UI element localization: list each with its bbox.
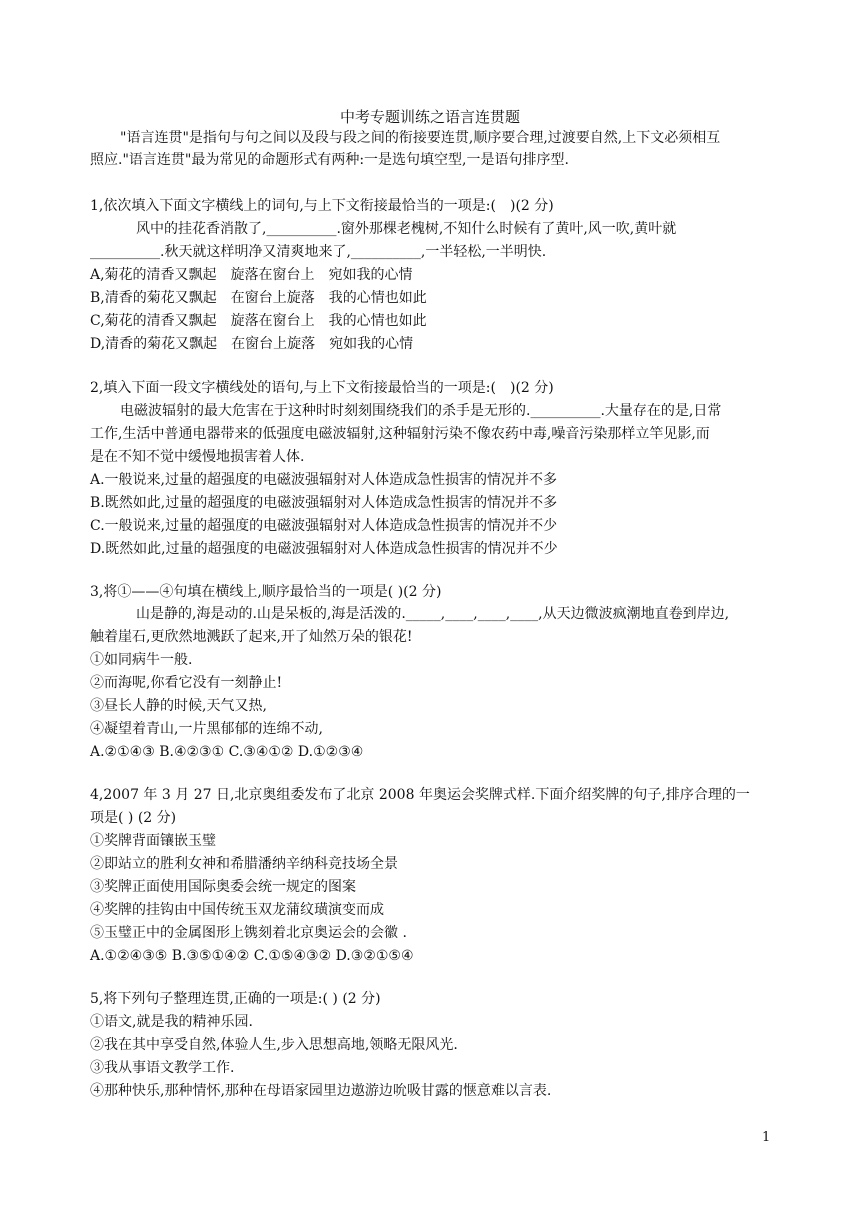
q1-stem: 1,依次填入下面文字横线上的词句,与上下文衔接最恰当的一项是:( )(2 分) <box>90 198 554 214</box>
q2-passage-line-1: 电磁波辐射的最大危害在于这种时时刻刻围绕我们的杀手是无形的.__________.大量存在的是,日常 <box>120 403 722 419</box>
q4-item-1: ①奖牌背面镶嵌玉璧 <box>90 833 216 849</box>
q5-item-3: ③我从事语文教学工作. <box>90 1060 235 1076</box>
q5-item-4: ④那种快乐,那种情怀,那种在母语家园里边遨游边吮吸甘露的惬意难以言表. <box>90 1083 552 1099</box>
q3-stem: 3,将①——④句填在横线上,顺序最恰当的一项是( )(2 分) <box>90 584 442 600</box>
page-title: 中考专题训练之语言连贯题 <box>339 108 520 126</box>
q1-passage-line-1: 风中的挂花香消散了,__________.窗外那棵老槐树,不知什么时候有了黄叶,风一吹,黄叶就 <box>136 221 677 237</box>
q2-option-d: D.既然如此,过量的超强度的电磁波强辐射对人体造成急性损害的情况并不少 <box>90 541 558 557</box>
q1-passage-line-2: __________.秋天就这样明净又清爽地来了,__________,一半轻松,一半明快. <box>90 244 547 260</box>
q4-item-5: ⑤玉璧正中的金属图形上镌刻着北京奥运会的会徽 . <box>90 925 407 941</box>
q5-item-1: ①语文,就是我的精神乐园. <box>90 1014 253 1030</box>
q2-option-a: A.一般说来,过量的超强度的电磁波强辐射对人体造成急性损害的情况并不多 <box>90 472 558 488</box>
q1-option-c: C,菊花的清香又飘起 旋落在窗台上 我的心情也如此 <box>90 313 427 329</box>
q3-item-1: ①如同病牛一般. <box>90 652 193 668</box>
q4-stem-line-1: 4,2007 年 3 月 27 日,北京奥组委发布了北京 2008 年奥运会奖牌式样.下面介绍奖牌的句子,排序合理的一 <box>90 787 750 803</box>
q3-item-3: ③昼长人静的时候,天气又热, <box>90 698 267 714</box>
q2-option-b: B.既然如此,过量的超强度的电磁波强辐射对人体造成急性损害的情况并不多 <box>90 495 558 511</box>
q2-stem: 2,填入下面一段文字横线处的语句,与上下文衔接最恰当的一项是:( )(2 分) <box>90 380 554 396</box>
intro-line-2: 照应."语言连贯"最为常见的命题形式有两种:一是选句填空型,一是语句排序型. <box>90 152 569 168</box>
q4-item-3: ③奖牌正面使用国际奥委会统一规定的图案 <box>90 879 356 895</box>
q2-passage-line-3: 是在不知不觉中缓慢地损害着人体. <box>90 449 305 465</box>
q4-item-2: ②即站立的胜利女神和希腊潘纳辛纳科竞技场全景 <box>90 856 398 872</box>
q1-option-b: B,清香的菊花又飘起 在窗台上旋落 我的心情也如此 <box>90 290 427 306</box>
q4-item-4: ④奖牌的挂钩由中国传统玉双龙蒲纹璜演变而成 <box>90 902 384 918</box>
q5-item-2: ②我在其中享受自然,体验人生,步入思想高地,领略无限风光. <box>90 1037 458 1053</box>
q3-item-4: ④凝望着青山,一片黑郁郁的连绵不动, <box>90 721 323 737</box>
q4-stem-line-2: 项是( ) (2 分) <box>90 810 177 826</box>
q5-stem: 5,将下列句子整理连贯,正确的一项是:( ) (2 分) <box>90 991 381 1007</box>
q3-answer-choices: A.②①④③ B.④②③① C.③④①② D.①②③④ <box>90 744 364 760</box>
intro-line-1: "语言连贯"是指句与句之间以及段与段之间的衔接要连贯,顺序要合理,过渡要自然,上下文必须相互 <box>120 130 721 146</box>
q3-item-2: ②而海呢,你看它没有一刻静止! <box>90 675 283 691</box>
page-number: 1 <box>762 1130 771 1145</box>
q2-option-c: C.一般说来,过量的超强度的电磁波强辐射对人体造成急性损害的情况并不少 <box>90 518 558 534</box>
q1-option-d: D,清香的菊花又飘起 在窗台上旋落 宛如我的心情 <box>90 336 414 352</box>
q1-option-a: A,菊花的清香又飘起 旋落在窗台上 宛如我的心情 <box>90 267 413 283</box>
q2-passage-line-2: 工作,生活中普通电器带来的低强度电磁波辐射,这种辐射污染不像农药中毒,噪音污染那样立竿见影,而 <box>90 426 710 442</box>
q4-answer-choices: A.①②④③⑤ B.③⑤①④② C.①⑤④③② D.③②①⑤④ <box>90 948 414 964</box>
q3-passage-line-2: 触着崖石,更欣然地溅跃了起来,开了灿然万朵的银花! <box>90 629 413 645</box>
q3-passage-line-1: 山是静的,海是动的.山是呆板的,海是活泼的._____,____,____,____,从天边微波疯潮地直卷到岸边, <box>136 606 730 622</box>
